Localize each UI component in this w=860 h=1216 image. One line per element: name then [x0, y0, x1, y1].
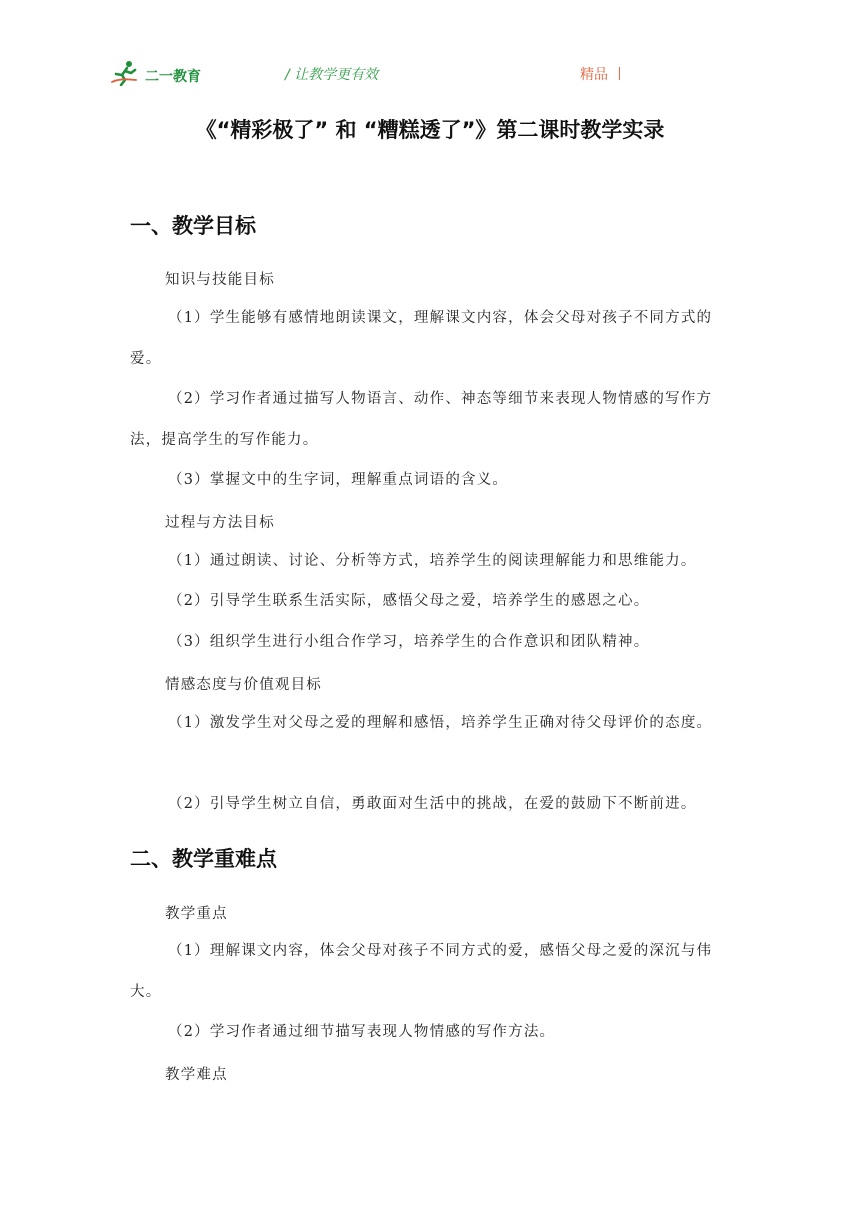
paragraph: （2）学习作者通过描写人物语言、动作、神态等细节来表现人物情感的写作方法，提高学生的写作能力。 [130, 391, 713, 448]
section-heading-objectives: 一、教学目标 [130, 214, 256, 238]
document-title: 《“精彩极了” 和 “糟糕透了”》第二课时教学实录 [195, 118, 665, 142]
header-slogan: / 让教学更有效 [285, 67, 379, 83]
logo-text: 二一教育 [145, 69, 201, 85]
paragraph: （3）组织学生进行小组合作学习，培养学生的合作意识和团队精神。 [168, 634, 650, 650]
paragraph: （1）激发学生对父母之爱的理解和感悟，培养学生正确对待父母评价的态度。 [168, 715, 713, 731]
logo [110, 58, 210, 88]
paragraph: （2）引导学生树立自信，勇敢面对生活中的挑战，在爱的鼓励下不断前进。 [168, 796, 697, 812]
paragraph: （3）掌握文中的生字词，理解重点词语的含义。 [168, 472, 509, 488]
subheading-knowledge: 知识与技能目标 [165, 272, 275, 288]
paragraph: （2）学习作者通过细节描写表现人物情感的写作方法。 [168, 1024, 556, 1040]
paragraph: （1）通过朗读、讨论、分析等方式，培养学生的阅读理解能力和思维能力。 [168, 553, 697, 569]
runner-icon [110, 60, 140, 86]
section-heading-key-points: 二、教学重难点 [130, 847, 277, 871]
subheading-focus: 教学重点 [165, 906, 228, 922]
paragraph: （1）学生能够有感情地朗读课文，理解课文内容，体会父母对孩子不同方式的爱。 [130, 310, 713, 367]
subheading-difficulty: 教学难点 [165, 1067, 228, 1083]
subheading-emotion: 情感态度与价值观目标 [165, 677, 322, 693]
page-header [110, 58, 750, 90]
header-badge: 精品 丨 [580, 67, 627, 83]
subheading-process: 过程与方法目标 [165, 515, 275, 531]
paragraph: （2）引导学生联系生活实际，感悟父母之爱，培养学生的感恩之心。 [168, 593, 650, 609]
paragraph: （1）理解课文内容，体会父母对孩子不同方式的爱，感悟父母之爱的深沉与伟大。 [130, 943, 713, 1000]
